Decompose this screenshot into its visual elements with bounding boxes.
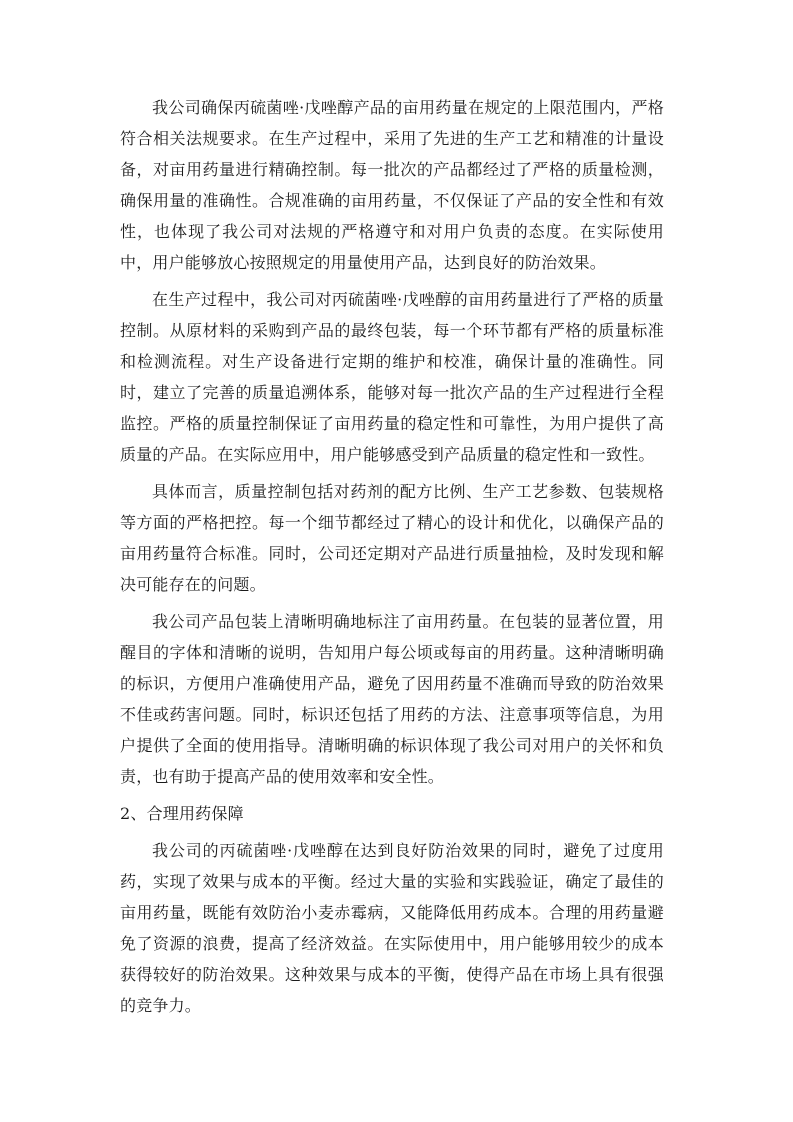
paragraph-dosage-compliance: 我公司确保丙硫菌唑·戊唑醇产品的亩用药量在规定的上限范围内，严格符合相关法规要求。在生产过程中，采用了先进的生产工艺和精准的计量设备，对亩用药量进行精确控制。每一批次的产品都经过了严格的质量检测，确保用量的准确性。合规准确的亩用药量，不仅保证了产品的安全性和有效性，也体现了我公司对法规的严格遵守和对用户负责的态度。在实际使用中，用户能够放心按照规定的用量使用产品，达到良好的防治效果。 [120, 98, 664, 272]
paragraph-rational-use: 我公司的丙硫菌唑·戊唑醇在达到良好防治效果的同时，避免了过度用药，实现了效果与成本的平衡。经过大量的实验和实践验证，确定了最佳的亩用药量，既能有效防治小麦赤霉病，又能降低用药成本。合理的用药量避免了资源的浪费，提高了经济效益。在实际使用中，用户能够用较少的成本获得较好的防治效果。这种效果与成本的平衡，使得产品在市场上具有很强的竞争力。 [120, 841, 664, 1015]
paragraph-control-details: 具体而言，质量控制包括对药剂的配方比例、生产工艺参数、包装规格等方面的严格把控。每一个细节都经过了精心的设计和优化，以确保产品的亩用药量符合标准。同时，公司还定期对产品进行质量抽检，及时发现和解决可能存在的问题。 [120, 482, 664, 594]
document-body [120, 92, 664, 1027]
paragraph-quality-control: 在生产过程中，我公司对丙硫菌唑·戊唑醇的亩用药量进行了严格的质量控制。从原材料的采购到产品的最终包装，每一个环节都有严格的质量标准和检测流程。对生产设备进行定期的维护和校准，确保计量的准确性。同时，建立了完善的质量追溯体系，能够对每一批次产品的生产过程进行全程监控。严格的质量控制保证了亩用药量的稳定性和可靠性，为用户提供了高质量的产品。在实际应用中，用户能够感受到产品质量的稳定性和一致性。 [120, 290, 664, 464]
paragraph-package-labeling: 我公司产品包装上清晰明确地标注了亩用药量。在包装的显著位置，用醒目的字体和清晰的说明，告知用户每公顷或每亩的用药量。这种清晰明确的标识，方便用户准确使用产品，避免了因用药量不准确而导致的防治效果不佳或药害问题。同时，标识还包括了用药的方法、注意事项等信息，为用户提供了全面的使用指导。清晰明确的标识体现了我公司对用户的关怀和负责，也有助于提高产品的使用效率和安全性。 [120, 612, 664, 786]
section-heading: 2、合理用药保障 [120, 804, 244, 823]
